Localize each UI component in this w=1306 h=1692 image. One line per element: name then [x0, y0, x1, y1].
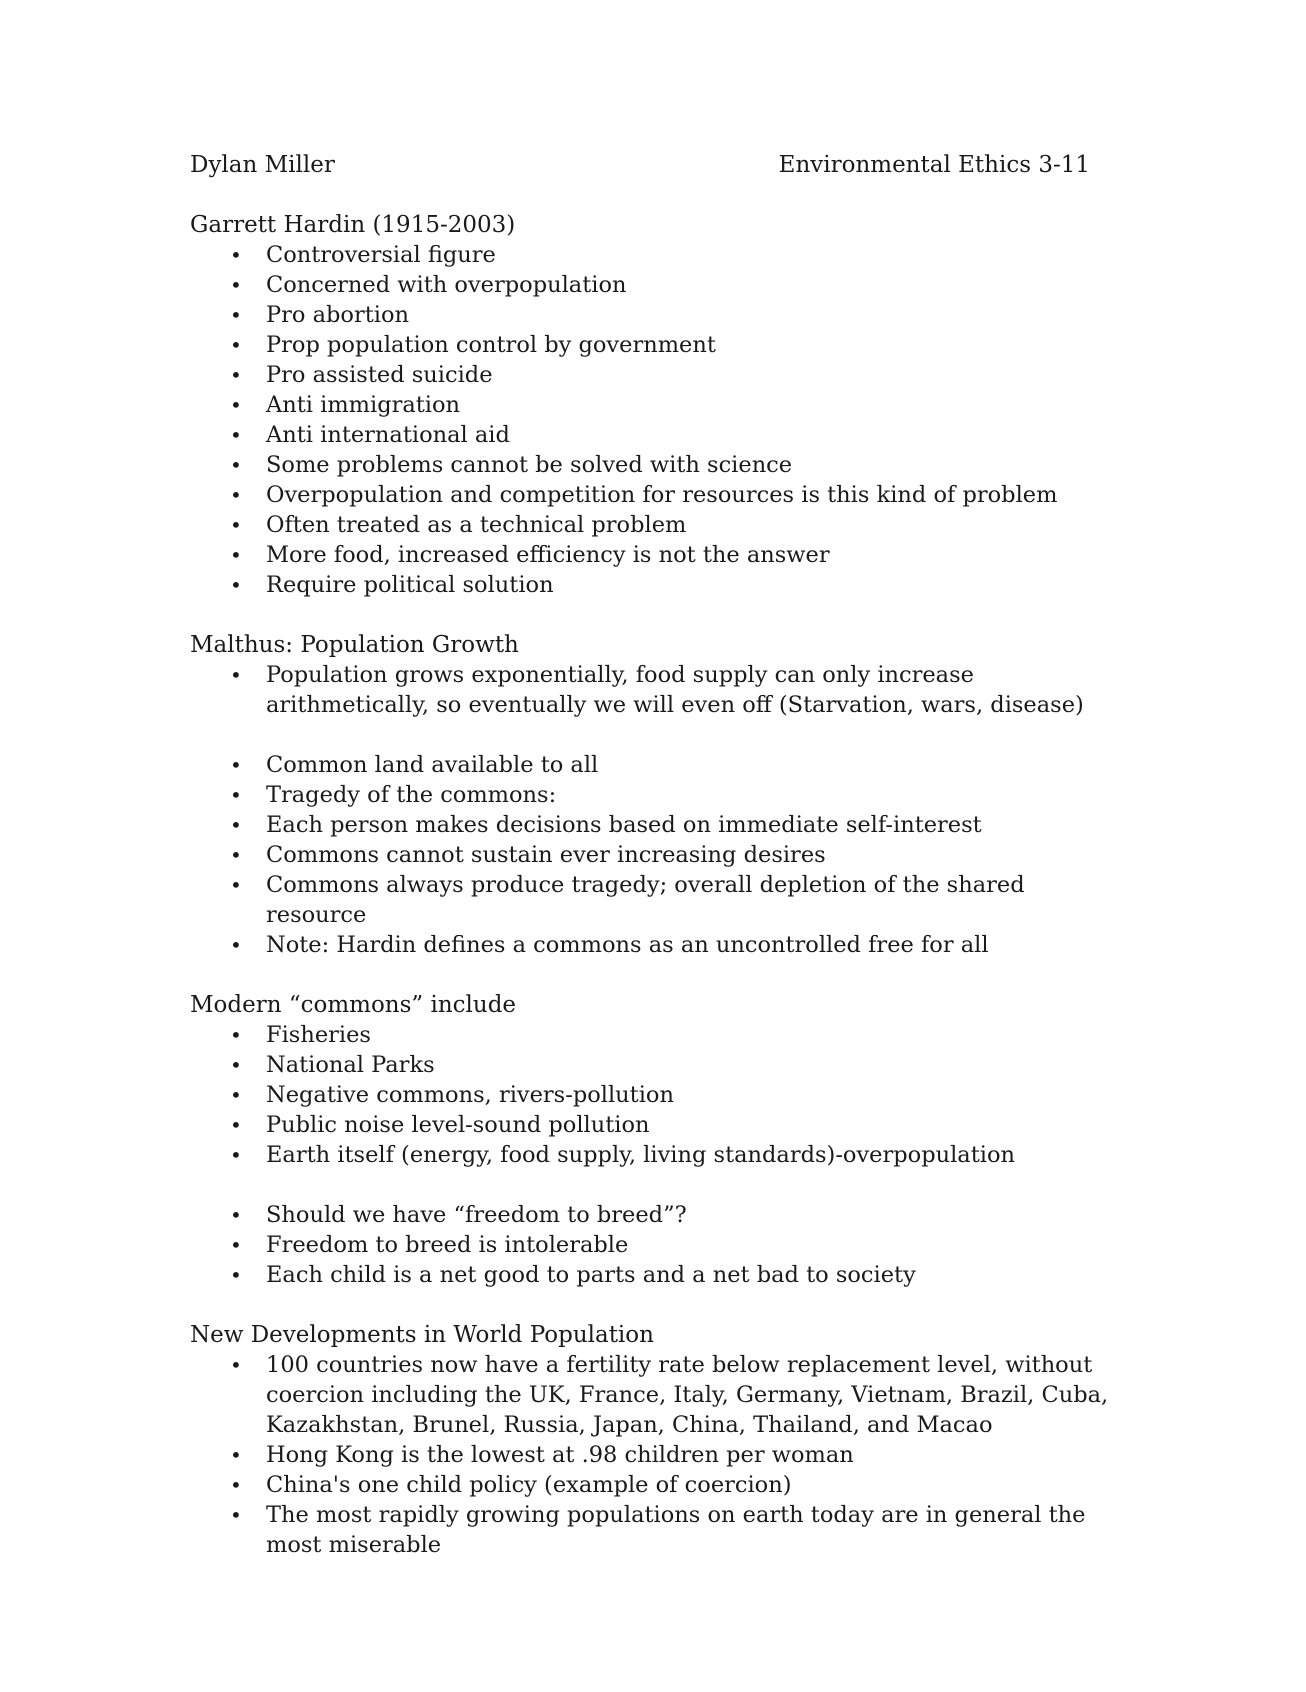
- list-item-text: National Parks: [266, 1052, 435, 1078]
- list-item: [190, 480, 1110, 510]
- list-item: [190, 1020, 1110, 1050]
- author-name: Dylan Miller: [190, 152, 335, 178]
- list-item: [190, 1050, 1110, 1080]
- list-item-text: Often treated as a technical problem: [266, 512, 687, 538]
- list-item-text: Note: Hardin defines a commons as an uncontrolled free for all: [266, 932, 989, 958]
- bullet-list: [190, 1020, 1110, 1170]
- list-item: [190, 1350, 1110, 1440]
- bullet-icon: [230, 540, 250, 570]
- list-item-text: Hong Kong is the lowest at .98 children per woman: [266, 1442, 854, 1468]
- bullet-icon: [230, 270, 250, 300]
- notes-body: [190, 210, 1110, 1560]
- bullet-icon: [230, 390, 250, 420]
- list-item-text: The most rapidly growing populations on earth today are in general the most miserable: [266, 1502, 1086, 1558]
- list-item-text: 100 countries now have a fertility rate below replacement level, without coercion including the UK, France, Italy, Germany, Vietnam, Brazil, Cuba, Kazakhstan, Brunel, Russia, Japan, China, Thailand, and Macao: [266, 1352, 1109, 1438]
- list-item: [190, 1200, 1110, 1230]
- bullet-icon: [230, 930, 250, 960]
- list-item-text: Negative commons, rivers-pollution: [266, 1082, 674, 1108]
- bullet-icon: [230, 1080, 250, 1110]
- list-item: [190, 450, 1110, 480]
- list-item: [190, 1110, 1110, 1140]
- bullet-icon: [230, 1350, 250, 1380]
- list-item: [190, 240, 1110, 270]
- bullet-icon: [230, 510, 250, 540]
- bullet-icon: [230, 240, 250, 270]
- list-item: [190, 930, 1110, 960]
- list-item: [190, 1470, 1110, 1500]
- list-item: [190, 510, 1110, 540]
- list-item: [190, 1440, 1110, 1470]
- list-item-text: Tragedy of the commons:: [266, 782, 557, 808]
- bullet-icon: [230, 660, 250, 690]
- list-item-text: Overpopulation and competition for resources is this kind of problem: [266, 482, 1058, 508]
- bullet-icon: [230, 1110, 250, 1140]
- list-item: [190, 300, 1110, 330]
- list-item-text: Each person makes decisions based on immediate self-interest: [266, 812, 982, 838]
- list-item-text: Anti international aid: [266, 422, 510, 448]
- list-item-text: Pro abortion: [266, 302, 409, 328]
- list-item: [190, 810, 1110, 840]
- section-heading: Malthus: Population Growth: [190, 632, 519, 658]
- list-item-text: Require political solution: [266, 572, 554, 598]
- list-item: [190, 1230, 1110, 1260]
- list-item-text: Pro assisted suicide: [266, 362, 493, 388]
- bullet-icon: [230, 810, 250, 840]
- bullet-icon: [230, 1140, 250, 1170]
- bullet-icon: [230, 480, 250, 510]
- list-item-text: Commons cannot sustain ever increasing desires: [266, 842, 826, 868]
- list-item: [190, 660, 1110, 720]
- bullet-icon: [230, 450, 250, 480]
- section-heading: Garrett Hardin (1915-2003): [190, 212, 516, 238]
- bullet-icon: [230, 1470, 250, 1500]
- bullet-icon: [230, 1020, 250, 1050]
- list-item-text: Public noise level-sound pollution: [266, 1112, 650, 1138]
- list-item-text: Freedom to breed is intolerable: [266, 1232, 629, 1258]
- bullet-icon: [230, 1500, 250, 1530]
- bullet-list: [190, 240, 1110, 600]
- list-item-text: More food, increased efficiency is not the answer: [266, 542, 830, 568]
- document-header: [190, 150, 1110, 180]
- list-item: [190, 570, 1110, 600]
- section-heading: Modern “commons” include: [190, 992, 517, 1018]
- list-item: [190, 420, 1110, 450]
- bullet-icon: [230, 570, 250, 600]
- course-title: Environmental Ethics 3-11: [778, 152, 1090, 178]
- list-item-text: Some problems cannot be solved with science: [266, 452, 793, 478]
- bullet-icon: [230, 750, 250, 780]
- bullet-list: [190, 660, 1110, 720]
- list-item: [190, 870, 1110, 930]
- bullet-icon: [230, 870, 250, 900]
- list-item-text: Anti immigration: [266, 392, 461, 418]
- list-item-text: Each child is a net good to parts and a net bad to society: [266, 1262, 916, 1288]
- list-item: [190, 1260, 1110, 1290]
- list-item: [190, 750, 1110, 780]
- list-item-text: Prop population control by government: [266, 332, 716, 358]
- list-item: [190, 540, 1110, 570]
- bullet-icon: [230, 840, 250, 870]
- list-item-text: Population grows exponentially, food supply can only increase arithmetically, so eventually we will even off (Starvation, wars, disease): [266, 662, 1084, 718]
- list-item: [190, 390, 1110, 420]
- list-item-text: Common land available to all: [266, 752, 599, 778]
- bullet-list: [190, 750, 1110, 960]
- bullet-icon: [230, 1440, 250, 1470]
- bullet-list: [190, 1200, 1110, 1290]
- bullet-icon: [230, 420, 250, 450]
- list-item: [190, 780, 1110, 810]
- bullet-list: [190, 1350, 1110, 1560]
- list-item-text: Controversial figure: [266, 242, 496, 268]
- bullet-icon: [230, 360, 250, 390]
- document-page: [190, 150, 1110, 1590]
- list-item-text: Fisheries: [266, 1022, 371, 1048]
- bullet-icon: [230, 1200, 250, 1230]
- list-item-text: Commons always produce tragedy; overall depletion of the shared resource: [266, 872, 1025, 928]
- list-item-text: Earth itself (energy, food supply, living standards)-overpopulation: [266, 1142, 1015, 1168]
- list-item: [190, 840, 1110, 870]
- bullet-icon: [230, 330, 250, 360]
- bullet-icon: [230, 300, 250, 330]
- list-item: [190, 1080, 1110, 1110]
- list-item-text: Concerned with overpopulation: [266, 272, 627, 298]
- list-item: [190, 1140, 1110, 1170]
- bullet-icon: [230, 1230, 250, 1260]
- list-item-text: Should we have “freedom to breed”?: [266, 1202, 687, 1228]
- section-heading: New Developments in World Population: [190, 1322, 654, 1348]
- bullet-icon: [230, 1260, 250, 1290]
- bullet-icon: [230, 780, 250, 810]
- list-item: [190, 270, 1110, 300]
- list-item-text: China's one child policy (example of coercion): [266, 1472, 792, 1498]
- list-item: [190, 330, 1110, 360]
- bullet-icon: [230, 1050, 250, 1080]
- list-item: [190, 360, 1110, 390]
- list-item: [190, 1500, 1110, 1560]
